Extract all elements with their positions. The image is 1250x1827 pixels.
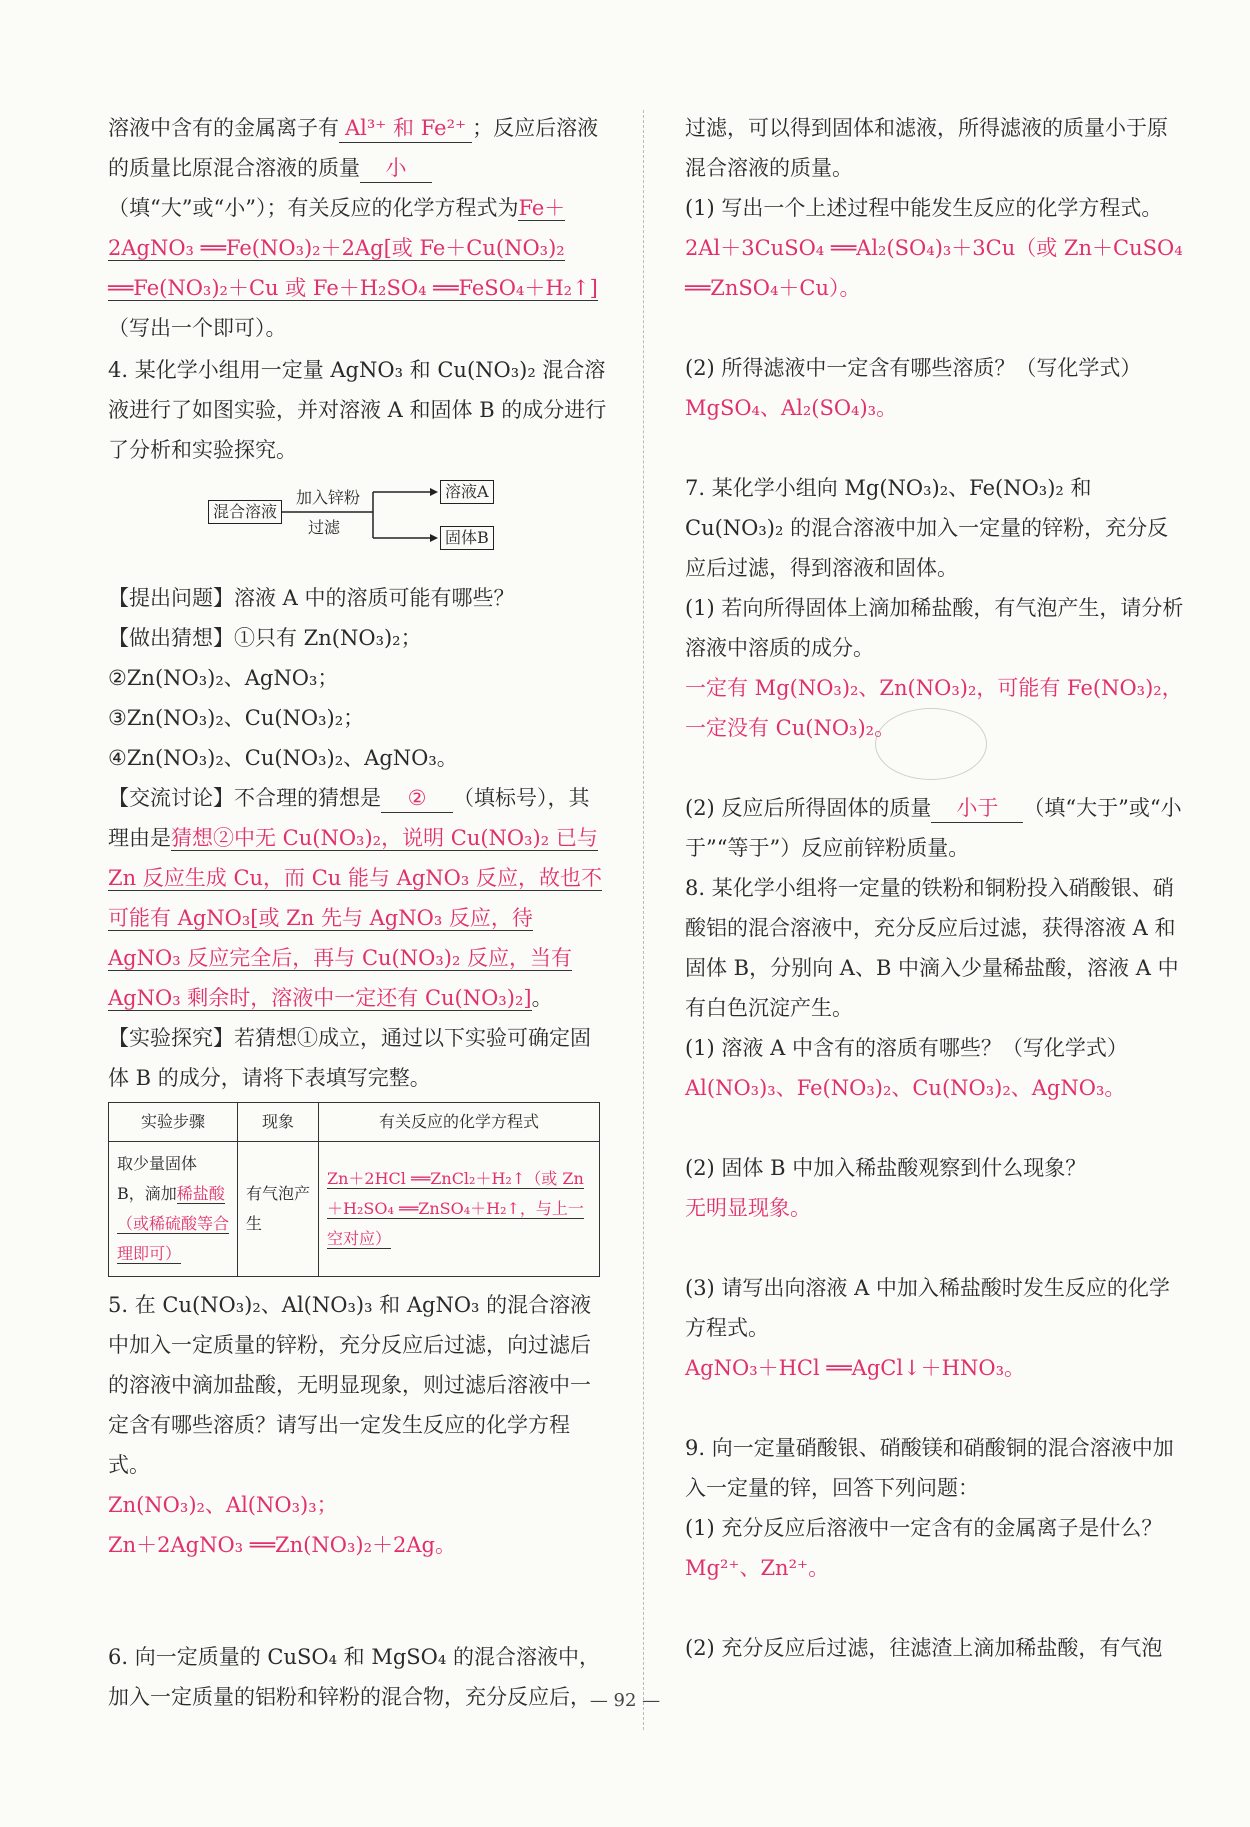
q8-answer-3: AgNO₃＋HCl ══AgCl↓＋HNO₃。 <box>685 1356 1025 1380</box>
q6-continued: 过滤，可以得到固体和滤液，所得滤液的质量小于原混合溶液的质量。 <box>685 116 1168 180</box>
text: 取少量固体 B，滴加 <box>117 1154 198 1203</box>
text: （写出一个即可）。 <box>108 316 287 340</box>
guess-3: ③Zn(NO₃)₂、Cu(NO₃)₂； <box>108 706 365 730</box>
q5-answer-2: Zn＋2AgNO₃ ══Zn(NO₃)₂＋2Ag。 <box>108 1533 456 1557</box>
filter-label: 过滤 <box>308 518 341 537</box>
table-cell-step <box>109 1142 238 1277</box>
answer-blank: Al³⁺ 和 Fe²⁺ <box>339 114 472 143</box>
text: （填标号），其理由是 <box>108 786 590 850</box>
question-6: 6. 向一定质量的 CuSO₄ 和 MgSO₄ 的混合溶液中，加入一定质量的铝粉和锌粉的混合物，充分反应后， <box>108 1645 600 1709</box>
guess-2: ②Zn(NO₃)₂、AgNO₃； <box>108 666 339 690</box>
question-4: 4. 某化学小组用一定量 AgNO₃ 和 Cu(NO₃)₂ 混合溶液进行了如图实验，并对溶液 A 和固体 B 的成分进行了分析和实验探究。 <box>108 358 607 462</box>
guess-1: 【做出猜想】①只有 Zn(NO₃)₂； <box>108 626 422 650</box>
question-5: 5. 在 Cu(NO₃)₂、Al(NO₃)₃ 和 AgNO₃ 的混合溶液中加入一定质量的锌粉，充分反应后过滤，向过滤后的溶液中滴加盐酸，无明显现象，则过滤后溶液中一定含有哪些溶质？请写出一定发生反应的化学方程式。 <box>108 1293 592 1477</box>
reason-answer: 猜想②中无 Cu(NO₃)₂，说明 Cu(NO₃)₂ 已与 Zn 反应生成 Cu，而 Cu 能与 AgNO₃ 反应，故也不可能有 AgNO₃[或 Zn 先与 AgNO₃ 反应，待 AgNO₃ 反应完全后，再与 Cu(NO₃)₂ 反应，当有 AgNO₃ 剩余时，溶液中一定还有 Cu(NO₃)₂] <box>108 826 602 1010</box>
table-header: 实验步骤 <box>109 1103 238 1142</box>
q7-answer-1: 一定有 Mg(NO₃)₂、Zn(NO₃)₂，可能有 Fe(NO₃)₂，一定没有 Cu(NO₃)₂。 <box>685 676 1183 740</box>
answer-equation: Zn＋2HCl ══ZnCl₂＋H₂↑（或 Zn＋H₂SO₄ ══ZnSO₄＋H₂↑，与上一空对应） <box>327 1169 584 1248</box>
q6-answer-2: MgSO₄、Al₂(SO₄)₃。 <box>685 396 898 420</box>
text: 溶液中含有的金属离子有 <box>108 116 339 140</box>
q8-answer-2: 无明显现象。 <box>685 1196 811 1220</box>
text: (2) 反应后所得固体的质量 <box>685 796 932 820</box>
answer-blank: 稀盐酸（或稀硫酸等合理即可） <box>117 1184 230 1263</box>
q8-answer-1: Al(NO₃)₃、Fe(NO₃)₂、Cu(NO₃)₂、AgNO₃。 <box>685 1076 1126 1100</box>
stamp-seal <box>875 708 987 780</box>
table-header: 现象 <box>238 1103 319 1142</box>
table-header: 有关反应的化学方程式 <box>319 1103 600 1142</box>
q7-sub-1: (1) 若向所得固体上滴加稀盐酸，有气泡产生，请分析溶液中溶质的成分。 <box>685 596 1184 660</box>
q3-tail <box>108 108 608 348</box>
q6-answer-1: 2Al＋3CuSO₄ ══Al₂(SO₄)₃＋3Cu（或 Zn＋CuSO₄ ══ZnSO₄＋Cu）。 <box>685 236 1183 300</box>
answer-equation: Fe＋2AgNO₃ ══Fe(NO₃)₂＋2Ag[或 Fe＋Cu(NO₃)₂ ══Fe(NO₃)₂＋Cu 或 Fe＋H₂SO₄ ══FeSO₄＋H₂↑] <box>108 196 598 300</box>
solid-b-box: 固体B <box>440 526 494 550</box>
answer-blank: 小于 <box>931 794 1023 823</box>
table-cell-phenomenon: 有气泡产生 <box>238 1142 319 1277</box>
guess-4: ④Zn(NO₃)₂、Cu(NO₃)₂、AgNO₃。 <box>108 746 458 770</box>
question-9: 9. 向一定量硝酸银、硝酸镁和硝酸铜的混合溶液中加入一定量的锌，回答下列问题： <box>685 1436 1174 1500</box>
q8-sub-3: (3) 请写出向溶液 A 中加入稀盐酸时发生反应的化学方程式。 <box>685 1276 1170 1340</box>
text: ；反应后溶液的质量比原混合溶液的质量 <box>108 116 599 180</box>
ask-question: 【提出问题】溶液 A 中的溶质可能有哪些？ <box>108 586 515 610</box>
left-column <box>108 108 608 1717</box>
add-zinc-label: 加入锌粉 <box>296 488 361 507</box>
experiment-table <box>108 1102 600 1277</box>
question-8: 8. 某化学小组将一定量的铁粉和铜粉投入硝酸银、硝酸铝的混合溶液中，充分反应后过滤，获得溶液 A 和固体 B，分别向 A、B 中滴入少量稀盐酸，溶液 A 中有白色沉淀产生。 <box>685 876 1179 1020</box>
right-column <box>685 108 1185 1668</box>
discussion <box>108 778 608 1018</box>
column-divider <box>643 110 644 1730</box>
q6-sub-1: (1) 写出一个上述过程中能发生反应的化学方程式。 <box>685 196 1163 220</box>
q7-sub-2 <box>685 788 1185 868</box>
q6-sub-2: (2) 所得滤液中一定含有哪些溶质？（写化学式） <box>685 356 1142 380</box>
page-number: — 92 — <box>589 1690 661 1711</box>
q9-sub-1: (1) 充分反应后溶液中一定含有的金属离子是什么？ <box>685 1516 1163 1540</box>
explore: 【实验探究】若猜想①成立，通过以下实验可确定固体 B 的成分，请将下表填写完整。 <box>108 1026 591 1090</box>
q9-sub-2: (2) 充分反应后过滤，往滤渣上滴加稀盐酸，有气泡 <box>685 1636 1163 1660</box>
q8-sub-1: (1) 溶液 A 中含有的溶质有哪些？（写化学式） <box>685 1036 1128 1060</box>
mixed-solution-box: 混合溶液 <box>208 500 282 524</box>
answer-blank: ② <box>381 784 453 813</box>
text: 【交流讨论】不合理的猜想是 <box>108 786 381 810</box>
text: （填“大于”或“小于”“等于”）反应前锌粉质量。 <box>685 796 1182 860</box>
answer-blank: 小 <box>360 154 432 183</box>
text: 。 <box>531 986 553 1010</box>
q9-answer-1: Mg²⁺、Zn²⁺。 <box>685 1556 830 1580</box>
solution-a-box: 溶液A <box>440 480 494 504</box>
text: （填“大”或“小”）；有关反应的化学方程式为 <box>108 196 519 220</box>
experiment-diagram <box>108 476 608 572</box>
q8-sub-2: (2) 固体 B 中加入稀盐酸观察到什么现象？ <box>685 1156 1087 1180</box>
q5-answer-1: Zn(NO₃)₂、Al(NO₃)₃； <box>108 1493 338 1517</box>
question-7: 7. 某化学小组向 Mg(NO₃)₂、Fe(NO₃)₂ 和 Cu(NO₃)₂ 的混合溶液中加入一定量的锌粉，充分反应后过滤，得到溶液和固体。 <box>685 476 1169 580</box>
table-cell-equation <box>319 1142 600 1277</box>
